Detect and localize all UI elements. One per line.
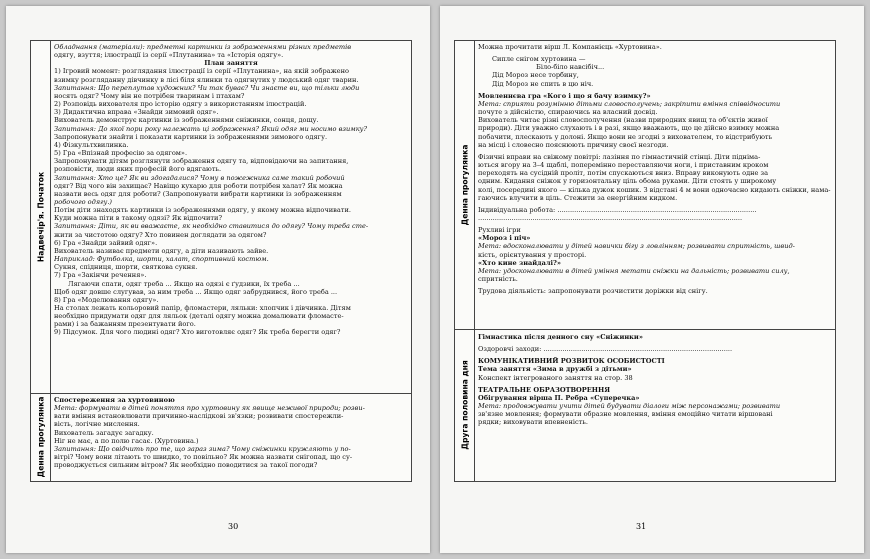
- text-line: необхідно придумати одяг для ляльок (деталі одягу можна домалювати фломасте-: [54, 312, 344, 321]
- text-line: «Хто кине знайдалі?»: [478, 258, 561, 267]
- text-line: Індивідуальна робота: ...............................................................................................: [478, 205, 757, 214]
- side-label: Надвечір'я. Початок: [36, 171, 45, 263]
- text-line: Вихователь загадує загадку.: [54, 428, 154, 437]
- text-line: 1) Ігровий момент: розглядання ілюстрації із серії «Плутанина», на якій зображено: [54, 67, 349, 76]
- text-line: вітрі? Чому вони літають то швидко, то повільно? Як можна назвати снігопад, що су-: [54, 453, 353, 462]
- text-line: переходять на сусідній проліт, потім спускаються вниз. Вправу виконують одне за: [478, 169, 769, 178]
- text-line: Щоб одяг довше слугував, за ним треба ... Якщо одяг забруднився, його треба ...: [54, 287, 338, 296]
- text-line: жити за чистотою одягу? Хто повинен доглядати за одягом?: [54, 230, 267, 239]
- right-side-label-1: [455, 41, 474, 329]
- text-line: Біло-біло навсібіч...: [536, 63, 605, 72]
- text-line: зв'язне мовлення; формувати образне мовлення, вміння емоційно читати віршовані: [478, 410, 773, 419]
- side-label: Друга половина дня: [460, 360, 469, 450]
- text-line: 5) Гра «Впізнай професію за одягом».: [54, 149, 188, 158]
- text-line: Гімнастика після денного сну «Сніжинки»: [478, 333, 643, 341]
- left-page: [6, 6, 430, 553]
- right-row-divider: [455, 329, 835, 330]
- text-line: 4) Фізкультхвилинка.: [54, 140, 129, 149]
- text-line: На столах лежать кольоровий папір, фломастери, ляльки: хлопчик і дівчинка. Дітям: [54, 304, 351, 312]
- text-line: розповісти, люди яких професій його вдягають.: [54, 165, 222, 174]
- text-line: природи). Діти уважно слухають і в разі, якщо вважають, що це дійсно взимку можна: [478, 124, 780, 133]
- text-line: Можна прочитати вірш Л. Компанієць «Хуртовина».: [478, 43, 662, 51]
- text-line: вати вміння встановлювати причинно-наслідкові зв'язки; розвивати спостережли-: [54, 412, 344, 421]
- text-line: робочого одягу.): [54, 197, 112, 206]
- text-line: Конспект інтегрованого заняття на стор. 38: [478, 373, 633, 382]
- text-line: Запитання: Що свідчить про те, що зараз зима? Чому сніжинки кружляють у по-: [54, 444, 351, 453]
- blizzard-observation-text: [54, 396, 408, 480]
- text-line: Наприклад: Футболка, шорти, халат, спортивний костюм.: [54, 255, 269, 264]
- text-line: 3) Дидактична вправа «Знайди зимовий одяг».: [54, 108, 219, 117]
- text-line: взимку розгляданну дівчинку в лісі біля ялинки та одягнутих у людський одяг тварин.: [54, 75, 359, 84]
- text-line: Мета: формувати в дітей поняття про хуртовину як явище неживої природи; розви-: [54, 404, 365, 413]
- text-line: Спостереження за хуртовиною: [54, 396, 175, 404]
- text-line: Запитання: До якої пори року належать ці зображення? Який одяг ми носимо взимку?: [54, 124, 368, 133]
- text-line: 9) Підсумок. Для чого людині одяг? Хто виготовляє одяг? Як треба берегти одяг?: [54, 328, 341, 337]
- text-line: Сипле снігом хуртовина —: [492, 55, 586, 64]
- text-line: Дід Мороз не спить в цю ніч.: [492, 79, 594, 88]
- right-page: [440, 6, 864, 553]
- text-line: кість, орієнтування у просторі.: [478, 250, 587, 259]
- left-plan-table: [30, 40, 412, 482]
- walk-activities-text: [478, 43, 832, 327]
- text-line: Тема заняття «Зима в дружбі з дітьми»: [478, 365, 632, 374]
- text-line: Трудова діяльність: запропонувати розчистити доріжки від снігу.: [478, 287, 708, 296]
- text-line: Обігрування вірша П. Ребра «Суперечка»: [478, 393, 640, 402]
- text-line: колі, посередині якого — кілька дужок кошик. З відстані 4 м вони одночасно кидають сніжки, нама-: [478, 185, 831, 194]
- text-line: одягу, взуття; ілюстрації із серії «Плутанина» та «Історія одягу».: [54, 51, 284, 60]
- text-line: Запитання: Що переплутав художник? Чи так буває? Чи знаєте ви, що тільки люди: [54, 83, 360, 92]
- text-line: Вихователь читає різні словосполучення (назви природних явищ та об'єктів живої: [478, 116, 768, 125]
- lesson-plan-text: [54, 43, 408, 391]
- text-line: Запропонувати дітям розглянути зображення одягу та, відповідаючи на запитання,: [54, 157, 349, 166]
- left-row-divider: [31, 393, 411, 394]
- text-line: Вихователь демонструє картинки із зображеннями сніжинки, сонця, дощу.: [54, 116, 319, 125]
- page-number: 30: [228, 522, 239, 531]
- text-line: Ніг не має, а по полю гасає. (Хуртовина.): [54, 436, 199, 445]
- text-line: Запропонувати знайти і показати картинки із зображеннями зимового одягу.: [54, 132, 328, 141]
- text-line: Оздоровчі заходи: ..........................................................................................: [478, 345, 733, 354]
- text-line: Мета: сприяти розумінню дітьми словосполучень; закріпити вміння співвідносити: [478, 99, 781, 108]
- text-line: Дід Мороз несе торбину,: [492, 71, 579, 80]
- side-label: Денна прогулянка: [460, 144, 469, 226]
- text-line: ються вгору на 3–4 щаблі, поперемінно переставляючи ноги, і приставним кроком: [478, 161, 769, 170]
- text-line: рами) і за бажанням презентувати його.: [54, 320, 196, 329]
- text-line: 2) Розповідь вихователя про історію одягу з використанням ілюстрацій.: [54, 100, 307, 109]
- text-line: 8) Гра «Моделювання одягу».: [54, 295, 159, 304]
- text-line: ..............................................................................................................................: [478, 213, 743, 222]
- text-line: проводжується сильним вітром? Як необхідно поводитися за такої погоди?: [54, 461, 318, 470]
- text-line: Запитання: Діти, як ви вважаєте, як необхідно ставитися до одягу? Чому треба сте-: [54, 222, 369, 231]
- text-line: Обладнання (матеріали): предметні картинки із зображеннями різних предметів: [54, 43, 352, 51]
- left-side-label-1: [31, 41, 50, 393]
- text-line: Мета: продовжувати учити дітей будувати діалоги між персонажами; розвивати: [478, 402, 781, 411]
- text-line: одяг? Від чого він захищає? Навіщо кухарю для роботи потрібен халат? Як можна: [54, 181, 343, 190]
- text-line: Вихователь називає предмети одягу, а діти називають зайве.: [54, 246, 269, 255]
- text-line: назвати весь одяг для роботи? (Запропонувати вибрати картинки із зображенням: [54, 189, 342, 198]
- text-line: Мовленнєва гра «Кого і що я бачу взимку?»: [478, 91, 651, 100]
- text-line: почуте з дійсністю, спираючись на власний досвід.: [478, 108, 658, 117]
- text-line: 7) Гра «Закінчи речення».: [54, 271, 147, 280]
- text-line: Потім діти знаходять картинки із зображеннями одягу, у якому можна відпочивати.: [54, 206, 351, 215]
- text-line: Фізичні вправи на свіжому повітрі: лазіння по гімнастичній стінці. Діти підніма-: [478, 152, 761, 161]
- left-side-label-2: [31, 393, 50, 481]
- text-line: Куди можна піти в такому одязі? Як відпочити?: [54, 214, 222, 223]
- text-line: рядки; виховувати впевненість.: [478, 418, 588, 427]
- text-line: Мета: вдосконалювати у дітей навички бігу з ловлінням; розвивати спритність, швид-: [478, 242, 795, 251]
- text-line: КОМУНІКАТИВНИЙ РОЗВИТОК ОСОБИСТОСТІ: [478, 357, 665, 366]
- text-line: 6) Гра «Знайди зайвий одяг».: [54, 238, 158, 247]
- text-line: одним. Кидання сніжок у горизонтальну ціль обома руками. Діти стоять у широкому: [478, 177, 777, 186]
- text-line: Лягаючи спати, одяг треба ... Якщо на одязі є ґудзики, їх треба ...: [68, 279, 300, 288]
- text-line: вість, логічне мислення.: [54, 420, 140, 429]
- text-line: Мета: удосконалювати в дітей уміння метати сніжки на дальність; розвивати силу,: [478, 266, 790, 275]
- text-line: носять одяг? Чому він не потрібен тваринам і птахам?: [54, 91, 245, 100]
- afternoon-activities-text: [478, 333, 832, 479]
- text-line: Рухливі ігри: [478, 226, 521, 235]
- text-line: побачити, плескають у долоні. Якщо вони не згодні з вихователем, то відстрибують: [478, 132, 773, 141]
- right-plan-table: [454, 40, 836, 482]
- page-number: 31: [636, 522, 647, 531]
- text-line: на місці і словесно пояснюють причину своєї незгоди.: [478, 140, 669, 149]
- text-line: Запитання: Хто це? Як ви здогадалися? Чому в пожежника саме такий робочий: [54, 173, 345, 182]
- text-line: гаючись влучити в ціль. Стежити за енергійним кидком.: [478, 193, 678, 202]
- text-line: План заняття: [204, 59, 258, 68]
- right-side-label-2: [455, 329, 474, 481]
- text-line: ТЕАТРАЛЬНЕ ОБРАЗОТВОРЕННЯ: [478, 385, 611, 394]
- text-line: «Мороз і піч»: [478, 234, 531, 243]
- text-line: спритність.: [478, 275, 518, 284]
- text-line: Сукня, спідниця, шорти, святкова сукня.: [54, 263, 198, 272]
- side-label: Денна прогулянка: [36, 396, 45, 478]
